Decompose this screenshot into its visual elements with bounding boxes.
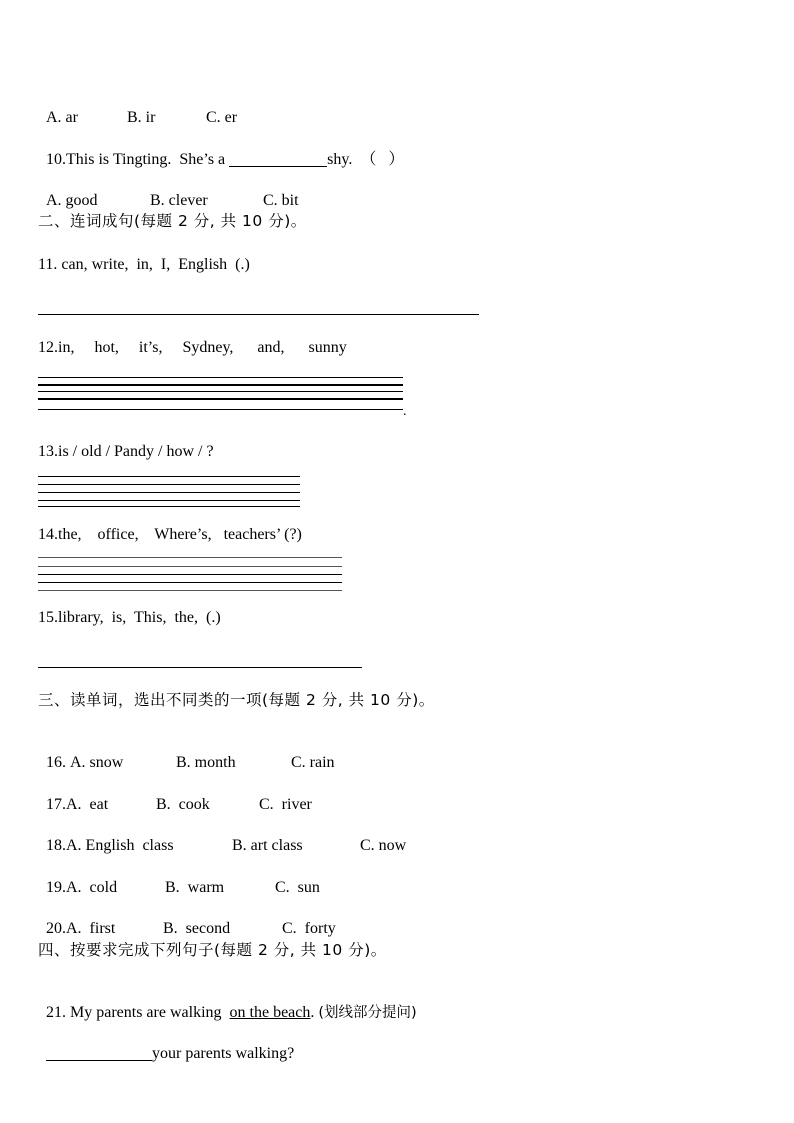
q10-answer-blank[interactable] [229,166,327,167]
q19-option-b: B. warm [165,879,225,896]
q10-options [38,171,299,211]
q20-option-a: A. first [66,920,116,937]
question-10 [38,130,404,170]
q21-prefix: 21. My parents are walking [46,1004,230,1021]
q16-option-c: C. rain [291,754,335,771]
q18-option-c: C. now [360,837,407,854]
q14-answer-line[interactable] [38,557,342,558]
q10-paren-open: （ [360,151,377,168]
question-12: 12.in, hot, it’s, Sydney, and, sunny [38,339,347,356]
q16-option-b: B. month [176,754,236,771]
question-16 [38,733,335,773]
section-2-title: 二、连词成句(每题 2 分, 共 10 分)。 [38,212,307,230]
question-15: 15.library, is, This, the, (.) [38,609,221,626]
q15-answer-line[interactable] [38,667,362,668]
q10-paren-close: ） [388,151,405,168]
q12-answer-line[interactable] [38,391,403,392]
q18-option-b: B. art class [232,837,303,854]
question-17 [38,775,312,815]
question-14: 14.the, office, Where’s, teachers’ (?) [38,526,302,543]
q9-option-a: A. ar [46,109,78,126]
q14-answer-line[interactable] [38,582,342,583]
q21-answer-line [38,1024,294,1064]
q12-answer-line[interactable] [38,409,403,410]
q17-option-c: C. river [259,796,312,813]
q20-option-b: B. second [163,920,231,937]
q19-option-a: A. cold [66,879,118,896]
q9-options [38,88,237,128]
question-13: 13.is / old / Pandy / how / ? [38,443,214,460]
q10-option-a: A. good [46,192,98,209]
q10-option-b: B. clever [150,192,208,209]
q16-option-a: A. snow [70,754,124,771]
q17-number: 17. [46,796,66,813]
q12-answer-line[interactable] [38,377,403,378]
q19-option-c: C. sun [275,879,320,896]
q10-option-c: C. bit [263,192,299,209]
q14-answer-line[interactable] [38,590,342,591]
q17-option-a: A. eat [66,796,109,813]
q13-answer-line[interactable] [38,484,300,485]
q9-option-c: C. er [206,109,238,126]
q17-option-b: B. cook [156,796,210,813]
section-4-title: 四、按要求完成下列句子(每题 2 分, 共 10 分)。 [38,941,387,959]
q18-option-a: A. English class [66,837,174,854]
question-18 [38,816,406,856]
q12-answer-line[interactable] [38,384,403,386]
q16-number: 16. [46,754,70,771]
question-20 [38,899,336,939]
q11-answer-line[interactable] [38,314,479,315]
q19-number: 19. [46,879,66,896]
q20-option-c: C. forty [282,920,336,937]
q13-answer-line[interactable] [38,492,300,493]
q21-suffix: . [310,1004,319,1021]
question-19 [38,858,320,898]
q13-answer-line[interactable] [38,506,300,507]
question-11: 11. can, write, in, I, English (.) [38,256,250,273]
q10-suffix: shy. [327,151,353,168]
q13-answer-line[interactable] [38,500,300,501]
q14-answer-line[interactable] [38,566,342,567]
q12-period: . [403,404,407,419]
q21-underlined-phrase: on the beach [229,1004,311,1021]
q18-number: 18. [46,837,66,854]
q14-answer-line[interactable] [38,574,342,575]
q21-instruction: (划线部分提问) [318,1005,417,1021]
q10-prefix: 10.This is Tingting. She’s a [46,151,230,168]
q21-answer-suffix: your parents walking? [152,1045,295,1062]
q20-number: 20. [46,920,66,937]
q13-answer-line[interactable] [38,476,300,477]
section-3-title: 三、读单词，选出不同类的一项(每题 2 分, 共 10 分)。 [38,691,435,709]
q21-answer-blank[interactable] [46,1060,152,1061]
question-21 [38,983,417,1023]
q9-option-b: B. ir [127,109,156,126]
q12-answer-line[interactable] [38,398,403,400]
